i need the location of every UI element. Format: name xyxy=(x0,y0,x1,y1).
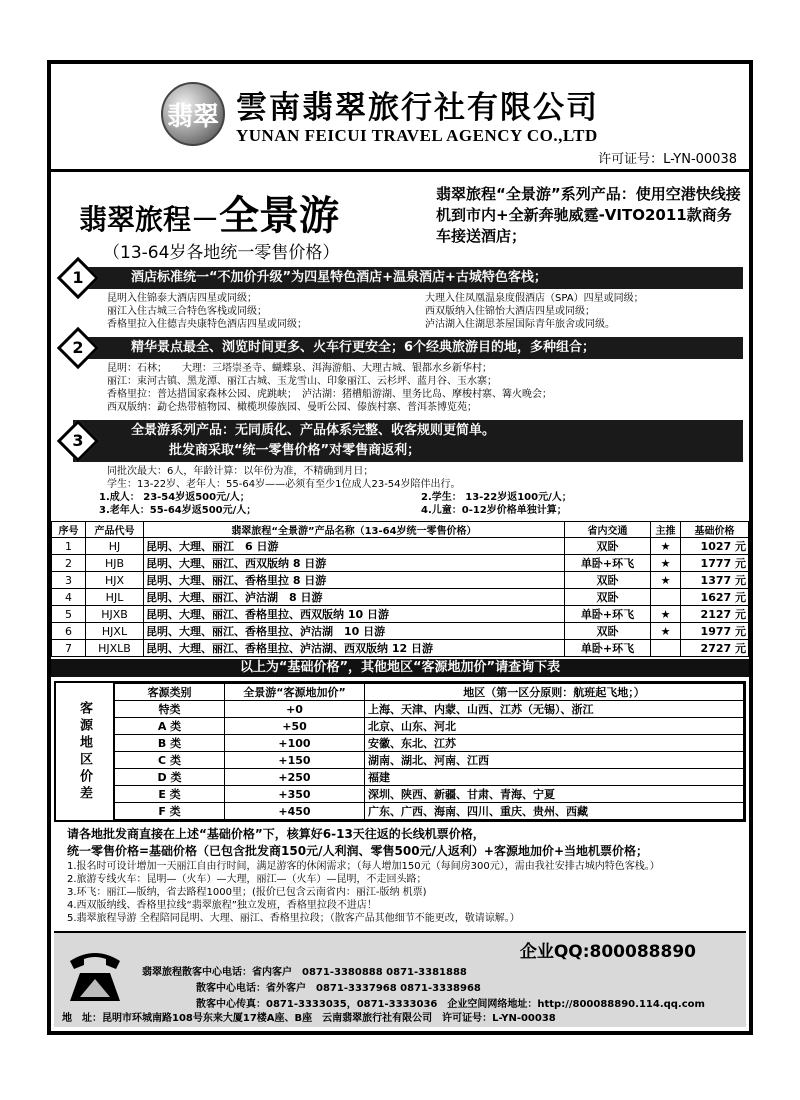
source-row xyxy=(115,752,744,769)
product-code: HJX xyxy=(86,572,144,589)
product-code: HJXLB xyxy=(86,640,144,657)
product-name: 昆明、大理、丽江、香格里拉、泸沽湖 10 日游 xyxy=(144,623,565,640)
rule-line: 同批次最大：6人，年龄计算：以年份为准，不精确到月日； xyxy=(107,466,374,477)
product-star: ★ xyxy=(651,623,681,640)
rebates-left xyxy=(99,491,421,517)
promo-text: 翡翠旅程“全景游”系列产品：使用空港快线接机到市内+全新奔驰威霆-VITO2011款商务车接送酒店； xyxy=(436,185,741,245)
product-code: HJXL xyxy=(86,623,144,640)
section-3-body xyxy=(57,462,743,519)
product-no: 1 xyxy=(52,538,86,555)
flyer-frame xyxy=(47,60,753,1035)
section-2-number: 2 xyxy=(72,338,84,357)
product-code: HJ xyxy=(86,538,144,555)
note-item: 4.西双版纳线、香格里拉线“翡翠旅程”独立发班，香格里拉段不进店！ xyxy=(67,900,377,911)
product-transport: 单卧+环飞 xyxy=(565,640,651,657)
contact-block xyxy=(54,931,746,1027)
rebate-item: 3.老年人：55-64岁返500元/人； xyxy=(99,505,257,516)
phone-line-2: 散客中心电话：省外客户 0871-3337968 0871-3338968 xyxy=(196,983,481,994)
source-region-label: 客源地区价差 xyxy=(56,683,114,820)
source-row xyxy=(115,786,744,803)
source-add: +50 xyxy=(225,718,365,735)
rebate-item: 4.儿童：0-12岁价格单独计算； xyxy=(421,505,567,516)
license-number: 许可证号：L-YN-00038 xyxy=(598,152,737,167)
attraction-line: 昆明：石林； 大理：三塔崇圣寺、蝴蝶泉、洱海游船、大理古城、银都水乡新华村； xyxy=(107,363,492,374)
product-star: ★ xyxy=(651,572,681,589)
source-cat: D 类 xyxy=(115,769,225,786)
product-no: 2 xyxy=(52,555,86,572)
section-1-number: 1 xyxy=(72,268,84,287)
hotel-item: 丽江入住古城三合特色客栈或同级； xyxy=(107,306,267,317)
product-price: 2127 元 xyxy=(681,606,749,623)
section-2-body xyxy=(57,359,743,416)
section-1 xyxy=(57,267,743,333)
source-region: 福建 xyxy=(365,769,744,786)
hotel-item: 泸沽湖入住湖思茶屋国际青年旅舍或同级。 xyxy=(425,319,615,330)
source-row xyxy=(115,803,744,820)
product-no: 7 xyxy=(52,640,86,657)
product-no: 6 xyxy=(52,623,86,640)
hotels-right xyxy=(425,292,743,331)
source-header-row xyxy=(115,684,744,701)
product-star xyxy=(651,640,681,657)
base-price-banner: 以上为“基础价格”，其他地区“客源地加价”请查询下表 xyxy=(51,659,749,677)
product-star: ★ xyxy=(651,538,681,555)
product-name: 昆明、大理、丽江、香格里拉 8 日游 xyxy=(144,572,565,589)
source-cat: C 类 xyxy=(115,752,225,769)
col-header: 主推 xyxy=(651,522,681,538)
col-header: 序号 xyxy=(52,522,86,538)
source-cat: F 类 xyxy=(115,803,225,820)
product-row xyxy=(52,538,749,555)
section-3-line-1: 全景游系列产品：无同质化、产品体系完整、收客规则更简单。 xyxy=(131,423,496,438)
section-2-headline: 精华景点最全、浏览时间更多、火车行更安全；6个经典旅游目的地，多种组合； xyxy=(73,337,743,359)
notes xyxy=(51,822,749,925)
hotel-item: 香格里拉入住德吉央康特色酒店四星或同级； xyxy=(107,319,307,330)
source-cat: E 类 xyxy=(115,786,225,803)
product-star: ★ xyxy=(651,555,681,572)
rule-line: 学生：13-22岁、老年人：55-64岁——必须有至少1位成人23-54岁陪伴出行。 xyxy=(107,479,461,490)
brand-prefix: 翡翠旅程－ xyxy=(79,203,220,236)
product-row xyxy=(52,555,749,572)
source-region: 深圳、陕西、新疆、甘肃、青海、宁夏 xyxy=(365,786,744,803)
source-row xyxy=(115,769,744,786)
source-region-table xyxy=(114,683,744,820)
rebates-right xyxy=(421,491,743,517)
source-add: +350 xyxy=(225,786,365,803)
col-header: 省内交通 xyxy=(565,522,651,538)
source-cat: 特类 xyxy=(115,701,225,718)
section-3-number: 3 xyxy=(72,431,84,450)
product-transport: 双卧 xyxy=(565,538,651,555)
company-logo: 翡翠 xyxy=(161,82,225,146)
product-price: 1027 元 xyxy=(681,538,749,555)
brand-main: 全景游 xyxy=(219,193,340,239)
col-header: 全景游“客源地加价” xyxy=(225,684,365,701)
product-name: 昆明、大理、丽江、泸沽湖 8 日游 xyxy=(144,589,565,606)
products-header-row xyxy=(52,522,749,538)
source-row xyxy=(115,735,744,752)
product-price: 1977 元 xyxy=(681,623,749,640)
note-item: 5.翡翠旅程导游 全程陪同昆明、大理、丽江、香格里拉段；（散客产品其他细节不能更改，敬请谅解。） xyxy=(67,913,520,924)
note-item: 2.旅游专线火车：昆明—（火车）—大理，丽江—（火车）—昆明，不走回头路； xyxy=(67,874,427,885)
hotels-left xyxy=(107,292,425,331)
product-price: 2727 元 xyxy=(681,640,749,657)
source-region-block xyxy=(54,681,746,822)
title-row xyxy=(51,172,749,267)
col-header: 翡翠旅程“全景游”产品名称（13-64岁统一零售价格） xyxy=(144,522,565,538)
product-no: 4 xyxy=(52,589,86,606)
header xyxy=(51,64,749,172)
source-add: +450 xyxy=(225,803,365,820)
product-row xyxy=(52,572,749,589)
product-row xyxy=(52,640,749,657)
section-1-body xyxy=(57,289,743,333)
attraction-line: 香格里拉：普达措国家森林公园、虎跳峡； 泸沽湖：猪槽船游湖、里务比岛、摩梭村寨、篝火晚会； xyxy=(107,389,552,400)
source-cat: A 类 xyxy=(115,718,225,735)
phone-line-1: 翡翠旅程散客中心电话：省内客户 0871-3380888 0871-3381888 xyxy=(142,967,467,978)
product-price: 1377 元 xyxy=(681,572,749,589)
source-cat: B 类 xyxy=(115,735,225,752)
col-header: 地区（第一区分原则：航班起飞地；） xyxy=(365,684,744,701)
rebate-item: 1.成人： 23-54岁返500元/人； xyxy=(99,492,250,503)
company-name-en: YUNAN FEICUI TRAVEL AGENCY CO.,LTD xyxy=(236,126,598,145)
col-header: 基础价格 xyxy=(681,522,749,538)
product-star xyxy=(651,589,681,606)
product-price: 1777 元 xyxy=(681,555,749,572)
rebate-item: 2.学生： 13-22岁返100元/人； xyxy=(421,492,572,503)
section-3-headline xyxy=(73,420,743,462)
product-name: 昆明、大理、丽江 6 日游 xyxy=(144,538,565,555)
product-code: HJB xyxy=(86,555,144,572)
source-region: 广东、广西、海南、四川、重庆、贵州、西藏 xyxy=(365,803,744,820)
product-row xyxy=(52,589,749,606)
col-header: 客源类别 xyxy=(115,684,225,701)
hotel-item: 昆明入住锦泰大酒店四星或同级； xyxy=(107,293,257,304)
source-add: +250 xyxy=(225,769,365,786)
note-item: 3.环飞：丽江—版纳，省去路程1000里；(报价已包含云南省内：丽江-版纳 机票) xyxy=(67,887,427,898)
section-1-headline: 酒店标准统一“不加价升级”为四星特色酒店+温泉酒店+古城特色客栈； xyxy=(73,267,743,289)
product-star: ★ xyxy=(651,606,681,623)
hotel-item: 大理入住凤凰温泉度假酒店（SPA）四星或同级； xyxy=(425,293,644,304)
product-name: 昆明、大理、丽江、西双版纳 8 日游 xyxy=(144,555,565,572)
source-region: 北京、山东、河北 xyxy=(365,718,744,735)
product-transport: 双卧 xyxy=(565,623,651,640)
product-no: 3 xyxy=(52,572,86,589)
section-3 xyxy=(57,420,743,519)
note-item: 1.报名时可设计增加一天丽江自由行时间，满足游客的休闲需求；（每人增加150元（每间房300元），需由我社安排古城内特色客栈。） xyxy=(67,861,660,872)
attraction-line: 西双版纳：勐仑热带植物园、橄榄坝傣族园、曼听公园、傣族村寨、普洱茶博览苑； xyxy=(107,402,477,413)
source-add: +100 xyxy=(225,735,365,752)
source-row xyxy=(115,718,744,735)
source-row xyxy=(115,701,744,718)
product-row xyxy=(52,623,749,640)
section-3-line-2: 批发商采取“统一零售价格”对零售商返利； xyxy=(169,443,421,458)
product-name: 昆明、大理、丽江、香格里拉、西双版纳 10 日游 xyxy=(144,606,565,623)
address-line: 地 址：昆明市环城南路108号东来大厦17楼A座、B座 云南翡翠旅行社有限公司 许可证号：L-YN-00038 xyxy=(62,1013,556,1024)
product-transport: 单卧+环飞 xyxy=(565,606,651,623)
col-header: 产品代号 xyxy=(86,522,144,538)
telephone-icon xyxy=(66,943,124,1005)
attraction-line: 丽江：束河古镇、黑龙潭、丽江古城、玉龙雪山、印象丽江、云杉坪、蓝月谷、玉水寨； xyxy=(107,376,497,387)
product-transport: 单卧+环飞 xyxy=(565,555,651,572)
rebate-grid xyxy=(57,491,743,517)
product-price: 1627 元 xyxy=(681,589,749,606)
products-table xyxy=(51,521,749,657)
product-transport: 双卧 xyxy=(565,572,651,589)
pricing-note-1: 请各地批发商直接在上述“基础价格”下，核算好6-13天往返的长线机票价格， xyxy=(67,827,485,841)
source-add: +150 xyxy=(225,752,365,769)
product-no: 5 xyxy=(52,606,86,623)
pricing-note-2: 统一零售价格=基础价格（已包含批发商150元/人利润、零售500元/人返利）+客源地加价+当地机票价格； xyxy=(67,844,649,858)
hotel-item: 西双版纳入住锦怡大酒店四星或同级； xyxy=(425,306,595,317)
brand-subtitle: （13-64岁各地统一零售价格） xyxy=(103,243,340,263)
fax-line: 散客中心传真：0871-3333035，0871-3333036 企业空间网络地址：http://800088890.114.qq.com xyxy=(196,999,705,1010)
source-region: 上海、天津、内蒙、山西、江苏（无锡）、浙江 xyxy=(365,701,744,718)
company-name-cn: 雲南翡翠旅行社有限公司 xyxy=(236,90,599,126)
product-code: HJXB xyxy=(86,606,144,623)
source-region: 安徽、东北、江苏 xyxy=(365,735,744,752)
product-row xyxy=(52,606,749,623)
section-2 xyxy=(57,337,743,416)
brand-title xyxy=(79,184,339,241)
source-add: +0 xyxy=(225,701,365,718)
source-region: 湖南、湖北、河南、江西 xyxy=(365,752,744,769)
product-name: 昆明、大理、丽江、香格里拉、泸沽湖、西双版纳 12 日游 xyxy=(144,640,565,657)
enterprise-qq: 企业QQ:800088890 xyxy=(519,942,696,962)
product-transport: 双卧 xyxy=(565,589,651,606)
product-code: HJL xyxy=(86,589,144,606)
